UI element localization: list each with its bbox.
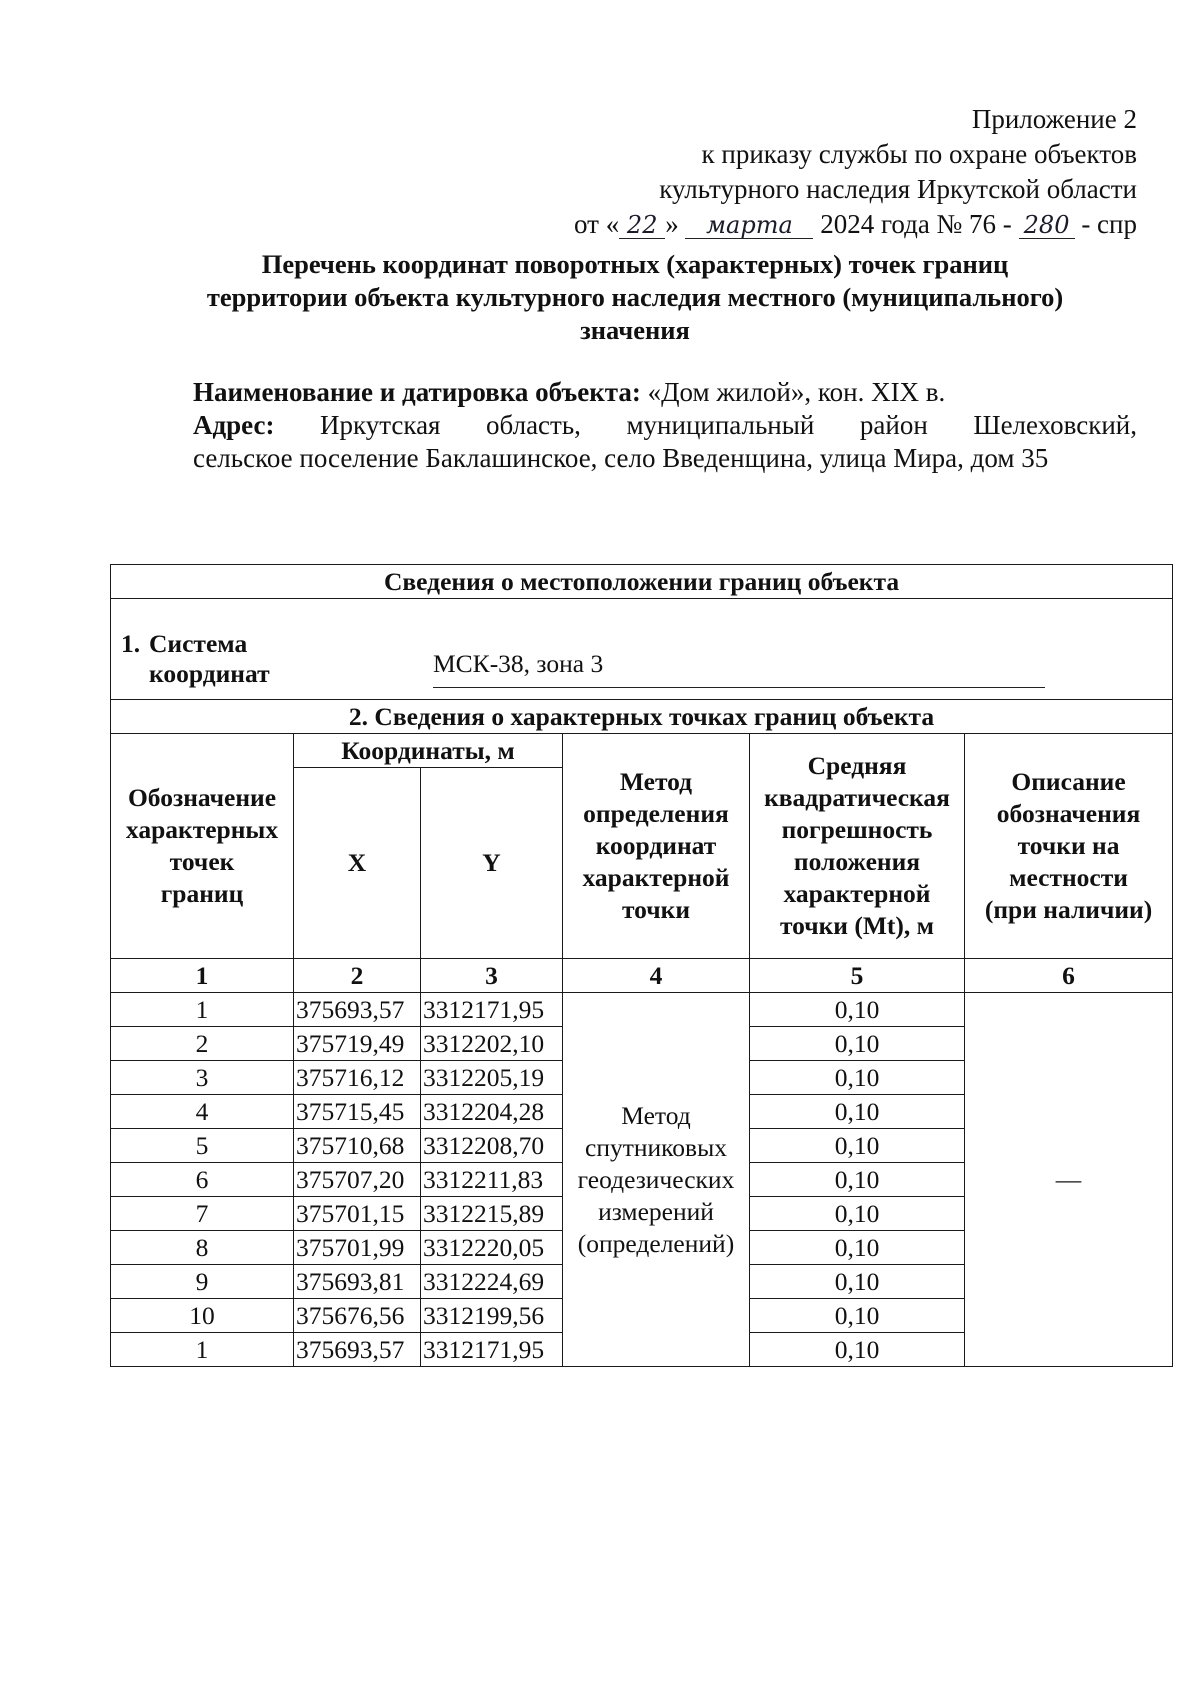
coord-x: 375710,68 bbox=[294, 1129, 421, 1163]
point-number: 4 bbox=[111, 1095, 294, 1129]
coord-x: 375719,49 bbox=[294, 1027, 421, 1061]
header-line: характерной bbox=[582, 863, 730, 892]
coord-x: 375693,57 bbox=[294, 1333, 421, 1367]
header-line: положения bbox=[793, 847, 921, 876]
header-designation bbox=[111, 734, 294, 959]
accuracy-value: 0,10 bbox=[750, 1027, 965, 1061]
header-line: границ bbox=[160, 879, 244, 908]
header-line: (при наличии) bbox=[984, 895, 1153, 924]
header-line: точки bbox=[621, 895, 691, 924]
accuracy-value: 0,10 bbox=[750, 1197, 965, 1231]
method-line: измерений bbox=[598, 1196, 714, 1226]
document-title bbox=[150, 248, 1120, 347]
coordinate-system-cell bbox=[111, 599, 1173, 700]
accuracy-value: 0,10 bbox=[750, 1299, 965, 1333]
coord-y: 3312171,95 bbox=[421, 993, 563, 1027]
date-close: » bbox=[665, 209, 679, 239]
header-x: X bbox=[294, 768, 421, 959]
coord-x: 375701,99 bbox=[294, 1231, 421, 1265]
point-number: 6 bbox=[111, 1163, 294, 1197]
coord-x: 375693,81 bbox=[294, 1265, 421, 1299]
coord-y: 3312202,10 bbox=[421, 1027, 563, 1061]
appendix-title: Приложение 2 bbox=[971, 104, 1137, 134]
object-name-label: Наименование и датировка объекта: bbox=[193, 377, 641, 407]
object-name-value: «Дом жилой», кон. XIX в. bbox=[647, 377, 946, 407]
point-number: 8 bbox=[111, 1231, 294, 1265]
header-description bbox=[965, 734, 1173, 959]
coord-y: 3312204,28 bbox=[421, 1095, 563, 1129]
header-line: точек bbox=[169, 847, 235, 876]
object-name-row bbox=[193, 376, 1137, 409]
header-line: точки (Mt), м bbox=[779, 911, 935, 940]
table-row bbox=[111, 993, 1173, 1027]
method-line: (определений) bbox=[577, 1228, 735, 1258]
coord-x: 375701,15 bbox=[294, 1197, 421, 1231]
point-number: 10 bbox=[111, 1299, 294, 1333]
method-line: Метод bbox=[621, 1100, 691, 1130]
column-number: 1 bbox=[111, 959, 294, 993]
date-month: марта bbox=[685, 212, 813, 239]
accuracy-value: 0,10 bbox=[750, 1265, 965, 1299]
date-year-order: 2024 года № 76 - bbox=[820, 209, 1012, 239]
date-prefix: от « bbox=[574, 209, 620, 239]
header-line: Средняя bbox=[807, 751, 907, 780]
appendix-header bbox=[497, 102, 1137, 242]
points-section-title: 2. Сведения о характерных точках границ объекта bbox=[111, 700, 1173, 734]
coord-y: 3312205,19 bbox=[421, 1061, 563, 1095]
appendix-authority: культурного наследия Иркутской области bbox=[659, 174, 1137, 204]
date-day: 22 bbox=[619, 212, 665, 239]
order-number: 280 bbox=[1019, 212, 1075, 239]
column-number: 2 bbox=[294, 959, 421, 993]
coord-y: 3312199,56 bbox=[421, 1299, 563, 1333]
header-line: характерной bbox=[783, 879, 931, 908]
column-number: 5 bbox=[750, 959, 965, 993]
header-line: квадратическая bbox=[764, 783, 950, 812]
accuracy-value: 0,10 bbox=[750, 1333, 965, 1367]
coord-y: 3312208,70 bbox=[421, 1129, 563, 1163]
section-title: Сведения о местоположении границ объекта bbox=[111, 565, 1173, 599]
method-line: спутниковых bbox=[585, 1132, 727, 1162]
header-line: определения bbox=[583, 799, 729, 828]
column-number: 3 bbox=[421, 959, 563, 993]
column-number: 4 bbox=[563, 959, 750, 993]
coordinate-system-number: 1. bbox=[121, 629, 141, 658]
header-line: Обозначение bbox=[127, 783, 277, 812]
accuracy-value: 0,10 bbox=[750, 1061, 965, 1095]
point-number: 9 bbox=[111, 1265, 294, 1299]
address-line-2: сельское поселение Баклашинское, село Введенщина, улица Мира, дом 35 bbox=[193, 443, 1049, 473]
coordinate-system-label bbox=[121, 629, 270, 689]
description-cell: — bbox=[965, 993, 1173, 1367]
coord-y: 3312171,95 bbox=[421, 1333, 563, 1367]
header-y: Y bbox=[421, 768, 563, 959]
coordinate-system-label-1: Система bbox=[149, 629, 248, 658]
header-method bbox=[563, 734, 750, 959]
address-label: Адрес: bbox=[193, 410, 275, 440]
point-number: 3 bbox=[111, 1061, 294, 1095]
point-number: 2 bbox=[111, 1027, 294, 1061]
coord-y: 3312224,69 bbox=[421, 1265, 563, 1299]
address-word: район bbox=[859, 410, 928, 440]
address-word: муниципальный bbox=[626, 410, 815, 440]
accuracy-value: 0,10 bbox=[750, 1231, 965, 1265]
coord-x: 375716,12 bbox=[294, 1061, 421, 1095]
column-number: 6 bbox=[965, 959, 1173, 993]
method-cell bbox=[563, 993, 750, 1367]
address-word: область, bbox=[486, 410, 581, 440]
header-line: Описание bbox=[1011, 767, 1126, 796]
appendix-order-ref: к приказу службы по охране объектов bbox=[701, 139, 1137, 169]
title-line-3: значения bbox=[580, 315, 690, 345]
header-line: местности bbox=[1009, 863, 1128, 892]
method-line: геодезических bbox=[577, 1164, 735, 1194]
coord-y: 3312220,05 bbox=[421, 1231, 563, 1265]
accuracy-value: 0,10 bbox=[750, 1163, 965, 1197]
coord-x: 375693,57 bbox=[294, 993, 421, 1027]
coordinate-system-label-2: координат bbox=[149, 659, 270, 688]
point-number: 5 bbox=[111, 1129, 294, 1163]
header-line: точки на bbox=[1017, 831, 1120, 860]
header-coordinates: Координаты, м bbox=[294, 734, 563, 768]
header-line: обозначения bbox=[996, 799, 1141, 828]
address-row bbox=[193, 409, 1137, 442]
appendix-date-line bbox=[497, 207, 1137, 242]
title-line-1: Перечень координат поворотных (характерных) точек границ bbox=[261, 249, 1009, 279]
address-word: Шелеховский, bbox=[973, 410, 1137, 440]
order-suffix: - спр bbox=[1081, 209, 1137, 239]
header-line: координат bbox=[595, 831, 717, 860]
point-number: 1 bbox=[111, 1333, 294, 1367]
header-line: погрешность bbox=[781, 815, 933, 844]
coord-x: 375707,20 bbox=[294, 1163, 421, 1197]
address-word: Иркутская bbox=[320, 410, 441, 440]
title-line-2: территории объекта культурного наследия местного (муниципального) bbox=[206, 282, 1064, 312]
header-accuracy bbox=[750, 734, 965, 959]
coord-x: 375715,45 bbox=[294, 1095, 421, 1129]
header-line: Метод bbox=[619, 767, 693, 796]
coordinate-system-value: МСК-38, зона 3 bbox=[433, 649, 1045, 688]
coord-y: 3312215,89 bbox=[421, 1197, 563, 1231]
coord-x: 375676,56 bbox=[294, 1299, 421, 1333]
coord-y: 3312211,83 bbox=[421, 1163, 563, 1197]
accuracy-value: 0,10 bbox=[750, 1095, 965, 1129]
accuracy-value: 0,10 bbox=[750, 993, 965, 1027]
accuracy-value: 0,10 bbox=[750, 1129, 965, 1163]
object-info bbox=[193, 376, 1137, 475]
point-number: 7 bbox=[111, 1197, 294, 1231]
header-line: характерных bbox=[125, 815, 279, 844]
boundary-table bbox=[110, 564, 1173, 1367]
point-number: 1 bbox=[111, 993, 294, 1027]
